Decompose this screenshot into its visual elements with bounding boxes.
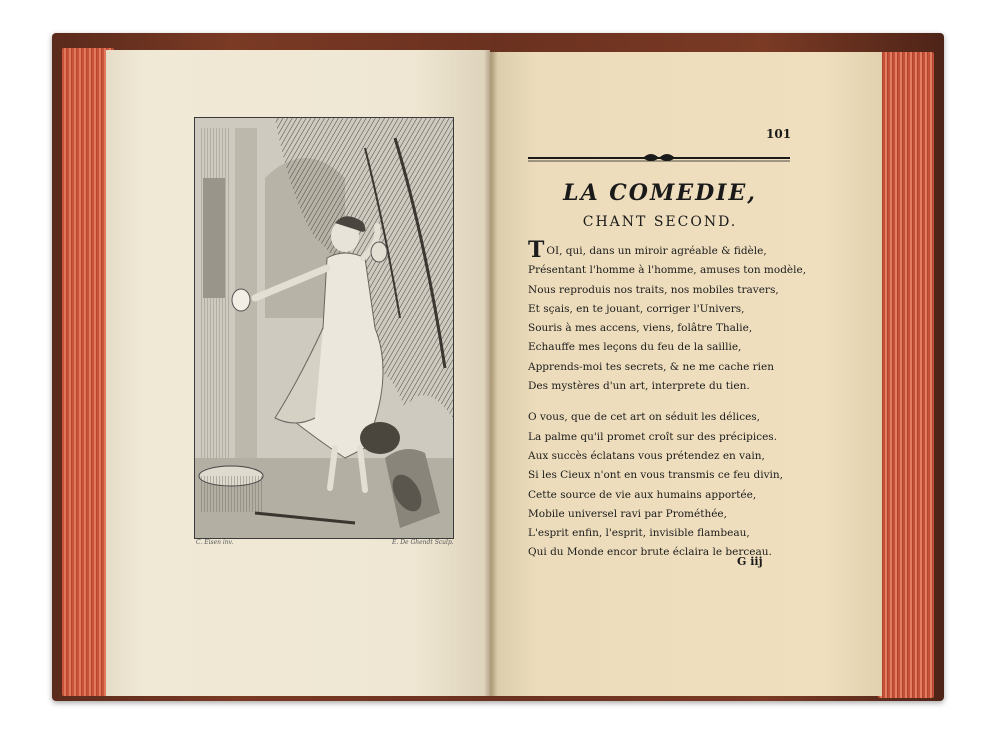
poem-line: Apprends-moi tes secrets, & ne me cache rien	[528, 360, 775, 373]
chapter-title: LA COMEDIE,	[563, 180, 757, 206]
ornamental-rule	[528, 150, 790, 166]
poem-line: Mobile universel ravi par Prométhée,	[528, 507, 727, 520]
poem-line: Echauffe mes leçons du feu de la saillie,	[528, 341, 742, 354]
poem-line: Des mystères d'un art, interprete du tien.	[528, 380, 750, 393]
poem-line: L'esprit enfin, l'esprit, invisible flambeau,	[528, 527, 750, 540]
poem-line: Cette source de vie aux humains apportée,	[528, 488, 757, 501]
poem-line: Et sçais, en te jouant, corriger l'Univers,	[528, 302, 745, 315]
poem-text	[528, 237, 807, 563]
engraving-credit-designer: C. Eisen inv.	[196, 539, 234, 546]
engraving-plate	[194, 117, 454, 539]
engraving-credit-engraver: E. De Ghendt Sculp.	[392, 539, 454, 546]
poem-line: OI, qui, dans un miroir agréable & fidèle,	[546, 245, 767, 257]
drop-capital: T	[528, 237, 545, 263]
page-number: 101	[766, 127, 792, 141]
book-gutter	[484, 50, 498, 696]
right-page-edges	[878, 52, 934, 698]
poem-line: O vous, que de cet art on séduit les délices,	[528, 411, 761, 424]
poem-line: Si les Cieux n'ont en vous transmis ce feu divin,	[528, 469, 783, 482]
poem-line: Nous reproduis nos traits, nos mobiles travers,	[528, 283, 779, 296]
poem-line: La palme qu'il promet croît sur des précipices.	[528, 430, 778, 443]
poem-line: Souris à mes accens, viens, folâtre Thalie,	[528, 322, 753, 335]
engraving-illustration	[195, 118, 453, 538]
signature-mark: G iij	[737, 555, 763, 568]
chapter-subtitle: CHANT SECOND.	[582, 214, 738, 230]
poem-line: Aux succès éclatans vous prétendez en vain,	[528, 449, 765, 462]
poem-line: Présentant l'homme à l'homme, amuses ton modèle,	[528, 264, 807, 277]
poem-line: Qui du Monde encor brute éclaira le berceau.	[528, 546, 772, 559]
